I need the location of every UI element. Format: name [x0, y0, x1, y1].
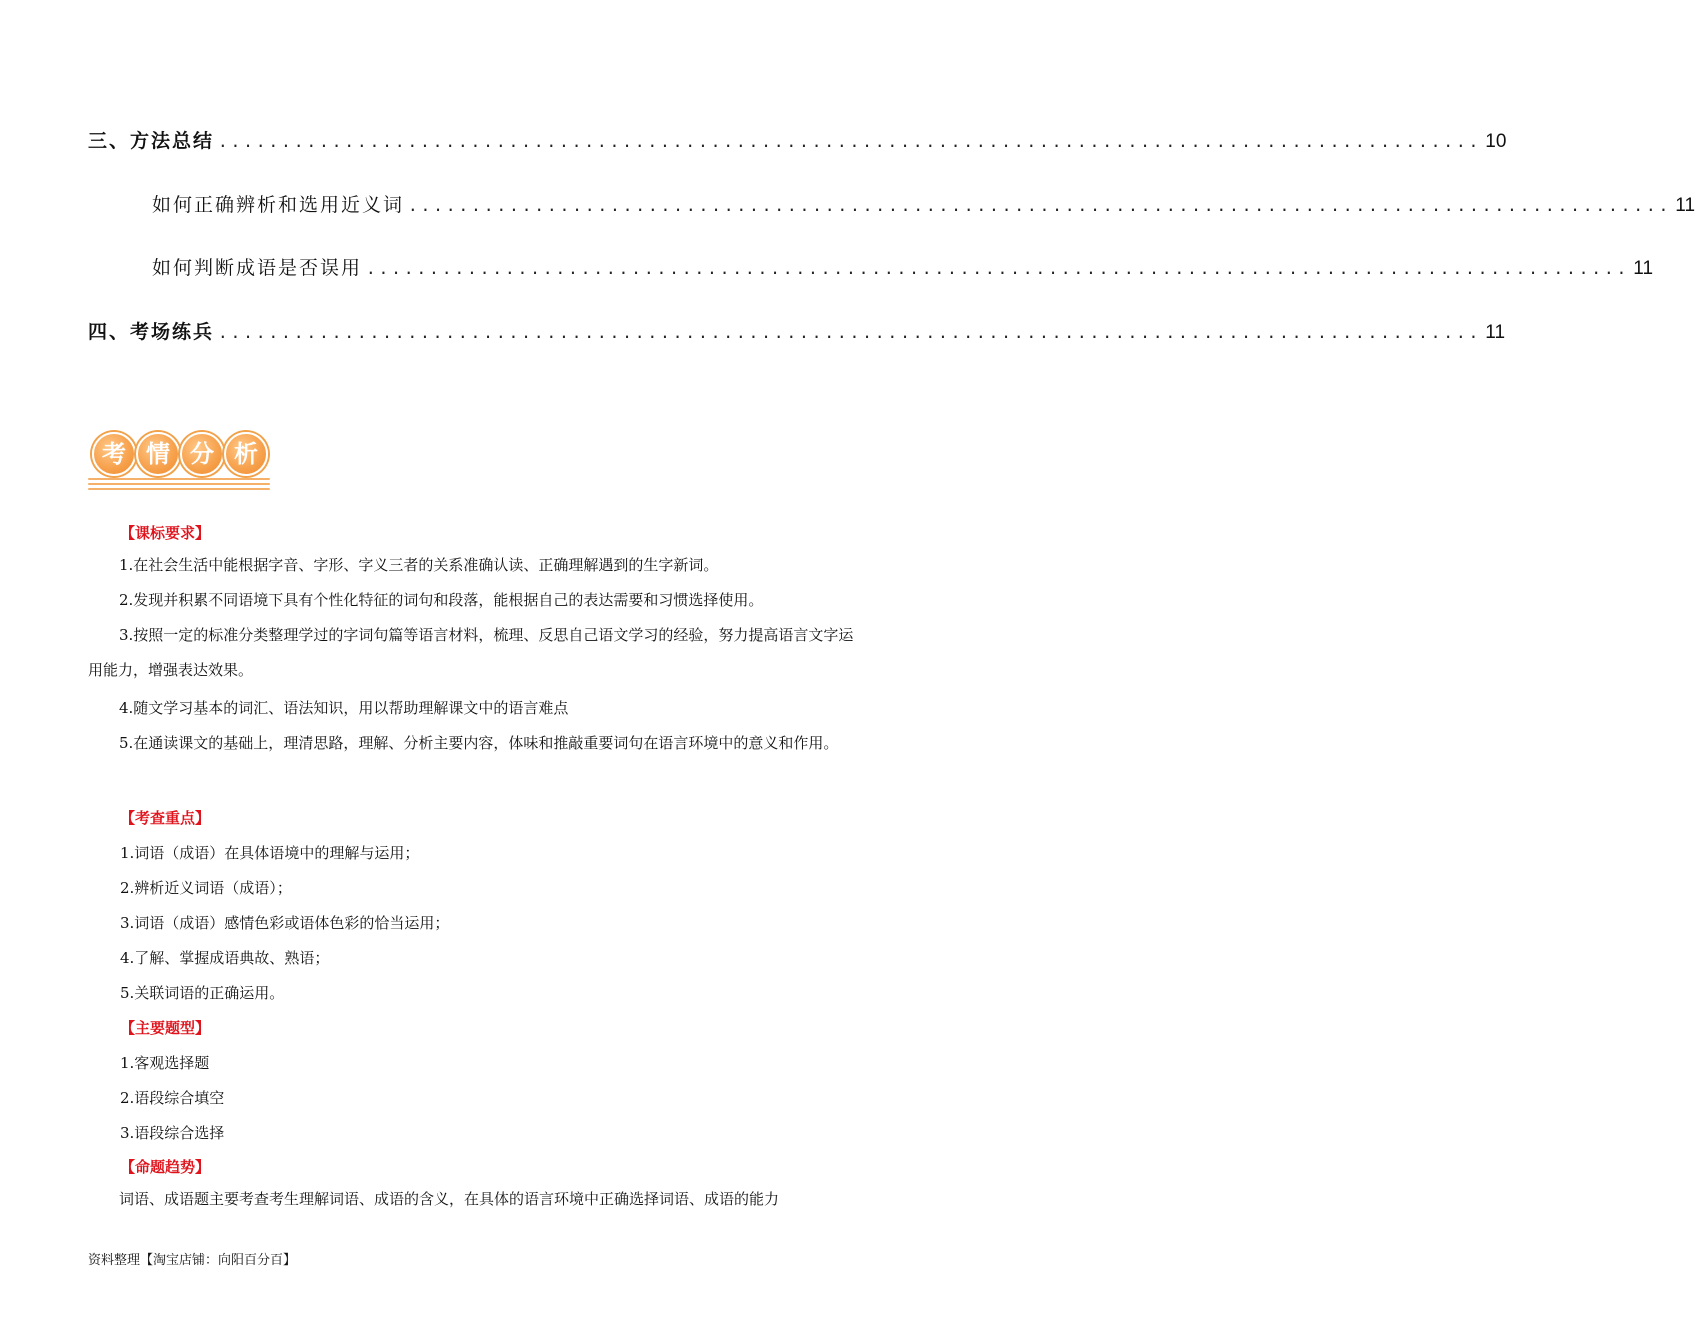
- section-heading-curriculum: 【课标要求】: [120, 524, 211, 542]
- toc-entry-page: 11: [1485, 322, 1506, 343]
- toc-entry-synonyms[interactable]: [152, 190, 1695, 220]
- toc-entry-practice[interactable]: [88, 317, 1506, 347]
- page-footer: 资料整理【淘宝店铺：向阳百分百】: [88, 1253, 297, 1268]
- toc-dot-leader: ....................................................................................................: [218, 132, 1482, 151]
- curriculum-item: 1.在社会生活中能根据字音、字形、字义三者的关系准确认读、正确理解遇到的生字新词。: [119, 556, 719, 574]
- toc-entry-idiom-misuse[interactable]: [152, 253, 1654, 283]
- toc-entry-title: 四、考场练兵: [88, 321, 215, 343]
- toc-entry-method-summary[interactable]: [88, 126, 1507, 156]
- banner-char-bubble: 分: [180, 432, 224, 476]
- banner-underline-decoration: [88, 478, 270, 493]
- toc-entry-page: 10: [1485, 131, 1507, 152]
- toc-dot-leader: ....................................................................................................: [366, 259, 1630, 278]
- toc-entry-page: 11: [1675, 195, 1695, 216]
- trend-paragraph: 词语、成语题主要考查考生理解词语、成语的含义，在具体的语言环境中正确选择词语、成语的能力: [119, 1190, 780, 1208]
- exam-analysis-banner: [88, 426, 270, 492]
- section-heading-exam-focus: 【考查重点】: [120, 809, 211, 827]
- banner-char-bubble: 情: [136, 432, 180, 476]
- exam-focus-item: 4.了解、掌握成语典故、熟语；: [120, 949, 330, 967]
- curriculum-item: 5.在通读课文的基础上，理清思路，理解、分析主要内容，体味和推敲重要词句在语言环境中的意义和作用。: [119, 734, 839, 752]
- exam-focus-item: 1.词语（成语）在具体语境中的理解与运用；: [120, 844, 420, 862]
- toc-entry-page: 11: [1633, 258, 1654, 279]
- curriculum-item: 3.按照一定的标准分类整理学过的字词句篇等语言材料，梳理、反思自己语文学习的经验，努力提高语言文字运用能力，增强表达效果。: [88, 626, 854, 679]
- section-heading-trend: 【命题趋势】: [120, 1158, 211, 1176]
- section-heading-question-types: 【主要题型】: [120, 1019, 211, 1037]
- curriculum-item: 4.随文学习基本的词汇、语法知识，用以帮助理解课文中的语言难点: [119, 699, 569, 717]
- banner-char-bubble: 考: [92, 432, 136, 476]
- toc-entry-title: 如何正确辨析和选用近义词: [152, 194, 405, 216]
- toc-entry-title: 三、方法总结: [88, 130, 215, 152]
- toc-dot-leader: ....................................................................................................: [218, 323, 1482, 342]
- question-type-item: 2.语段综合填空: [120, 1089, 225, 1107]
- question-type-item: 3.语段综合选择: [120, 1124, 225, 1142]
- toc-dot-leader: ....................................................................................................: [408, 196, 1672, 215]
- question-type-item: 1.客观选择题: [120, 1054, 210, 1072]
- exam-focus-item: 5.关联词语的正确运用。: [120, 984, 285, 1002]
- curriculum-item: 2.发现并积累不同语境下具有个性化特征的词句和段落，能根据自己的表达需要和习惯选择使用。: [119, 591, 764, 609]
- banner-char-bubble: 析: [224, 432, 268, 476]
- exam-focus-item: 3.词语（成语）感情色彩或语体色彩的恰当运用；: [120, 914, 450, 932]
- toc-entry-title: 如何判断成语是否误用: [152, 257, 363, 279]
- exam-focus-item: 2.辨析近义词语（成语）；: [120, 879, 292, 897]
